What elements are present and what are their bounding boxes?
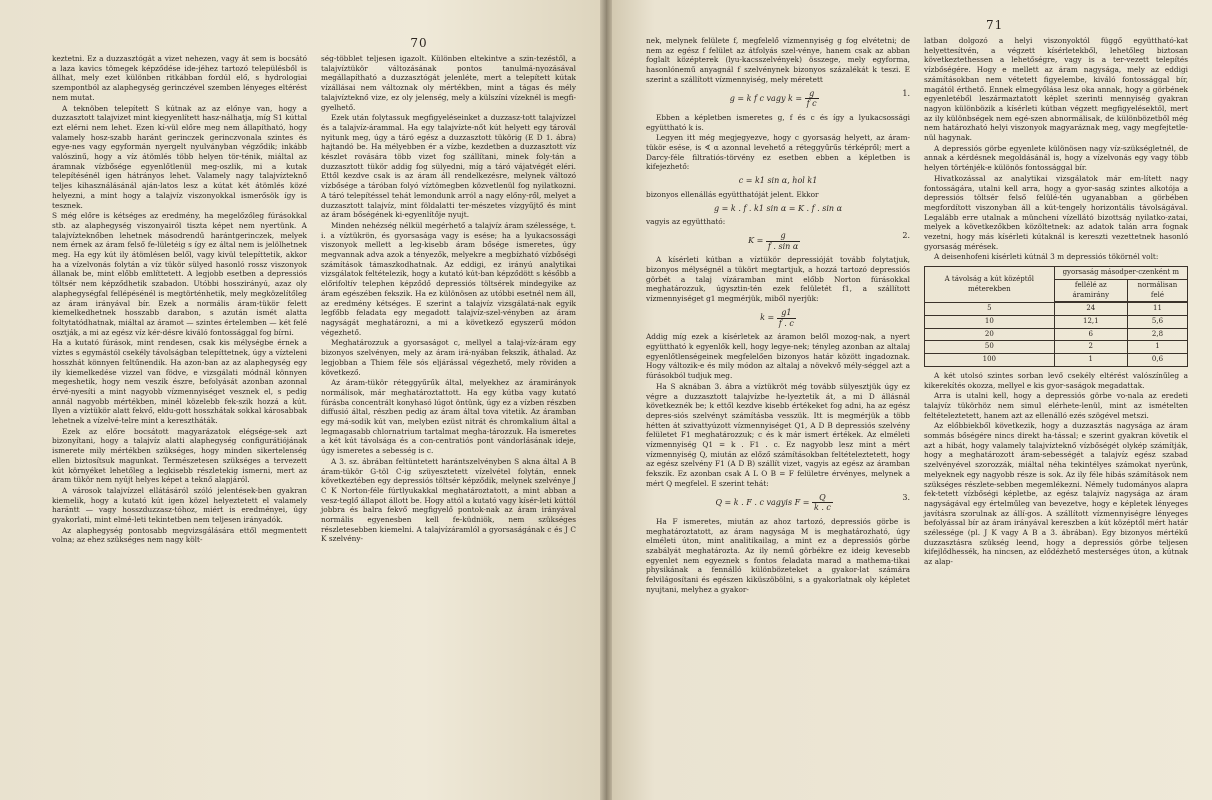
- fraction: [777, 308, 796, 328]
- table-cell: 5,6: [1127, 315, 1187, 328]
- paragraph: latban dolgozó a helyi viszonyoktól függő együttható-kat helyettesítvén, a végzett kísérletekből, lehetőleg biztosan következtethessen a lehetőségre, vagy is a ter-vezett telepítés vízbőségére. Hogy e mellett az áram nagysága, mely az eddigi számításokban nem vétetett figyelembe, kiváló fontossággal bír, magától érthető. Ennek elmegyőlása lesz oka annak, hogy a görbének egyenletéből leszármaztatott képlet szerinti mennyiség gyakran nagyon különbözik a kísérleti kútban végzett megfigyelésektől, mert az ily különbségek nem egé-szen abnormálisak, de különbözetből még nem határozható helyi viszonyok magyaráznak meg, vagy megfejtetle-nül hagynak.: [924, 36, 1188, 143]
- paragraph: A 3. sz. ábrában feltüntetett harántszelvényben S akna által A B áram-tükör G-töl C-ig szüyesztetett vízelvétel folytán, ennek következtében egy depressiós töltsér képződik, melynek szelvénye J C K Norton-féle fúrtlyukakkal meghatároztatott, a mint abban a vesz-teglő állapot állott be. Hogy attól a kutató vagy kísér-leti kúttól jobbra és balra fekvő megfigyelő pontok-nak az áram irányával normális egyenesben kell fe-küdniök, nem szükséges részletesebben kiemelni. A talajvízáramlól a gyorsaságának c és J C K szelvény-: [321, 456, 576, 544]
- table-cell: 20: [925, 328, 1055, 341]
- table-cell: 1: [1054, 354, 1127, 367]
- table-header-distance: A távolság a kút középtől méterekben: [925, 267, 1055, 303]
- paragraph: Az alaphegység pontosabb megvizsgálására ettől megmentett volna; az ehez szükséges nem nagy költ-: [52, 525, 307, 545]
- paragraph: Az előbbiekből következik, hogy a duzzasztás nagysága az áram sommás bőségére nincs direkt ha-tással; e szerint gyakran követik el azt a hibát, hogy valamely talajvízteknő vízbőségét olykép számítják, hogy a meghatározott áram-sebességét a talajvíz egész szabad szelvényével szorozzák, miáltal néha tekintélyes számokat nyerünk, melyeknek egy nagyobb része is sok. Az ily féle hibás számítások nem szükséges részlete-sebben megemlékezni. Némely tudományos alapra fek-tetett vízbőségi képletbe, az egész talajvíz nagysága az áram nagyságával egy értelműleg van bevezetve, hogy e képletek lényeges javításra szorulnak az állí-gos. A szállított vízmennyiségre lényeges befolyással bír az áram irányával kereszben a kút középtől mért határ szélessége (pl. J K vagy A B a 3. ábrában). Egy bizonyos mértékű duzzasztásra szükség leend, hogy a depressiós görbe teljesen kifejlődhessék, ha nincsen, az elődézhető mesterséges úton, a kútnak az alap-: [924, 421, 1188, 567]
- table-header-col-1: fellélé az áramirány: [1054, 279, 1127, 301]
- table-cell: 2,8: [1127, 328, 1187, 341]
- numerator: g1: [777, 308, 796, 319]
- equation-number: 2.: [902, 230, 910, 240]
- paragraph: Ha F ismeretes, miután az ahoz tartozó, depressiós görbe is meghatároztatott, az áram nagysága M is meghatározható, úgy elméleti úton, mint analitikailag, a mint ez a depressiós görbe szabályát meghatározta. Az ily nemű görbékre ez ideig kevesebb egyenlet nem egyeznek s fontos feladata marad a mathema-tikai physikának a fennálló különbözeteket a gyakor-lat számára felvilágosítani és egészen kiküszöbölni, s a gyakorlatnak oly képletet nyujtani, melyhez a gyakor-: [646, 516, 910, 594]
- paragraph: A kísérleti kútban a víztükör depressióját tovább folytatjuk, bizonyos mélységnél a tükört megtartjuk, a hozzá tartozó depressiós görbét a talaj vízáramban mint előbb Norton fúrásokkal meghatározzuk, úgysztin-tén ezek felületét f1, a szállított vízmennyiséget g1 megmérjük, miből nyerjük:: [646, 255, 910, 304]
- paragraph: Arra is utalni kell, hogy a depressiós görbe vo-nala az eredeti talajvíz tükörhöz nem simul elérhete-lenül, mint az ismételten feltételeztetett, hanem azt az ellenálló ezés szögével metszi.: [924, 391, 1188, 420]
- table-row: [925, 354, 1188, 367]
- paragraph: Ebben a képletben ismeretes g, f és c és így a lyukacsossági együttható k is.: [646, 112, 910, 132]
- paragraph: bizonyos ellenállás együtthatóját jelent. Ekkor: [646, 189, 819, 199]
- text-columns: [646, 36, 1188, 596]
- paragraph: Minden nehézség nélkül megérhető a talajvíz áram szélessége, t. i. a víztükrön, és gyorsasága vagy is esése; ha a lyukacsossági viszonyok mellett a leg-kisebb áram bősége ismeretes, úgy megvannak adva azok a tényezők, melyekre a megbízható vízbőségi számítások támaszkodhatnak. Az eddigi, ez irányú analytikai vizsgálatok feltételezik, hogy a kutató kút-ban képződött s később a előrifoltív telephen képződő depressiós töltsérek mindegyike az áram egészében fekszik. Ha ez különösen az utóbbi esetnél nem áll, az eredmény kétséges. E szerint a talajvíz vizsgálatá-nak egyik legfőbb feladata egy megadott talajvíz-szel-vényben az áram nagyságát meghatározni, a mi a következő egyszerű módon végezhető.: [321, 220, 576, 337]
- column-1: [52, 54, 307, 546]
- paragraph: Ha a kutató fúrások, mint rendesen, csak kis mélységbe érnek a víztes s egymástól csekély távolságban telepíttetnek, úgy a vízteleni hosszhát könnyen feltűnendik. Ha azon-ban az az alaphegység egy ily kiemelkedése vizzel van födve, e vizsgálati módnál könnyen megeshetik, hogy nem veszik észre, befolyását azonban azonnal érvé-nyesíti a mint nagyobb vízmennyiséget vesznek el, s pedig annál nagyobb mértékben, minél közelebb fek-szik hozzá a kút. Ilyen a víztükör alatt fekvő, eldu-gott hosszhátak sokkal károsabbak lehetnek a vízelvé-telre mint a keresztháták.: [52, 338, 307, 426]
- paragraph: Ezek után folytassuk megfigyeléseinket a duzzasz-tott talajvízzel és a talajvíz-árammal. Ha egy talajvízte-nőt kút helyett egy tárovál nyitunk meg, úgy a táró egész a duzzasztott tükörig (E D 1. ábra) hajtandó be. Ha mélyebben ér a vízbe, kezdetben a duzzasztott víz készlet rovására több vizet fog szállítani, minek foly-tán a duzzasztott tükör addig fog sülyedni, míg a táró vájatvégét eléri. Ettől kezdve csak is az áram áll rendelkezésre, melynek változó vízbősége a táróban folyó víztömegben közvetlenül fog nyilatkozni. A táró telepítéssel tehát lemondunk arról a nagy előny-ről, melyet a duzzasztott talajvíz, mint földalatti ter-mészetes vízgyűjtő és mint az áram bőségének ki-egyenlítője nyujt.: [321, 113, 576, 220]
- paragraph: A két utolsó szintes sorban levő csekély eltérést valószínűleg a kikerekítés okozza, mellyel e kis gyor-saságok megadattak.: [924, 370, 1188, 390]
- paragraph: ség-többlet teljesen igazolt. Különben eltekintve a szin-tezéstől, a talajvíztükör változásának pontos tanulmá-nyozásával megállapítható a duzzasztógát jelenléte, mert a telepített kútak vízállásai nem változnak oly mértékben, mint a tágas és mély talajvízteknő vize, ez oly jelenség, mely a külszíni vízeknél is megfi-gyelhető.: [321, 54, 576, 112]
- column-1: [646, 36, 910, 596]
- page-number: 70: [410, 36, 428, 50]
- book-gutter: [600, 0, 612, 800]
- paragraph: Ha S aknában 3. ábra a víztükröt még tovább sülyesztjük úgy ez végre a duzzasztott talajvízbe he-lyeztetik át, a mi D állásnál következnék be; k ettől kezdve kisebb értékeket fog adni, ha az egész depres-siós szelvényt számításba vesszük. Itt is megmérjük a több hétten át szivattyúzott vízmennyiséget Q1, A D B depressiós szelvény felületet F1 meghatározzuk; c és k már ismert értékek. Az elméleti vízmennyiség Q1 = k . F1 . c. Ez nagyobb lesz mint a mért vízmennyiség Q, miután az előző számításokban feltételeztetett, hogy az egész szelvény F1 (A D B) szállít vizet, vagyis az egész az áramban fekszik. Ez azonban csak A L O B = F felületre érvényes, melynek a mért Q megfelel. E szerint tehát:: [646, 381, 910, 488]
- text-columns: [52, 54, 576, 546]
- table-row: [925, 315, 1188, 328]
- paragraph: vagyis az együttható:: [646, 217, 726, 227]
- paragraph: Hivatkozással az analytikai vizsgálatok már em-lített nagy fontosságára, utalni kell arra, hogy a gyor-saság szintes alkotója a depressiós töltsér felső felülé-tén ugyanabban a görbében megfordított viszonyban áll a kút-tengely horizontális távolságával. Legalább erre utalnak a müncheni vízellátó bizottság nyilatko-zatai, melyek a következőkben közöltetnek: az adatok talán arra fognak vezetni, hogy más kísérleti kútaknál is kereszti vezettetnek hasonló gyorsaság mérések.: [924, 173, 1188, 251]
- equation-lhs: K =: [748, 236, 764, 246]
- equation-number: 1.: [902, 88, 910, 98]
- table-cell: 12,1: [1054, 315, 1127, 328]
- paragraph: Az áram-tükör réteggyűrűk által, melyekhez az áramirányok normálisok, már meghatároztattott. Ha egy kútba vagy kutató fúrásba concentrált konyhasó lúgot öntünk, úgy ez a vízben részben diffusió által, részben pedig az áram által tova vitetik. Az áramban egy má-sodik kút van, melyben ezüst nitrát és chromkalium által a legmagasabb chlornatrium tartalmat megha-tározzuk. Ha ismeretes a két kút távolsága és a con-centratiós pont vándorlásának ideje, úgy ismeretes a sebesség is c.: [321, 378, 576, 456]
- equation-number: 3.: [902, 492, 910, 502]
- paragraph: Ezek az előre bocsátott magyarázatok elégsége-sek azt bizonyítani, hogy a talajvíz alatti alaphegység configurátiójának ismerete mily mértékben szükséges, hogy minden sikertelenség ellen biztosítsuk magunkat. Természetesen szükséges a tervezett kút környéket lehetőleg a legkisebb részletekig ismerni, mert az áram tükör nem nyújt helyes képet a teknő alapjáról.: [52, 426, 307, 485]
- paragraph: nek, melynek felülete f, megfelelő vízmennyiség g fog elvétetni; de nem az egész f felület az átfolyás szel-vénye, hanem csak az abban foglalt középterek (lyu-kacsszelvények) összege, mely egyforma, hasonlónemű anyagnál f szelvénynek bizonyos százalékát k teszi. E szerint a szállított vízmennyiség, mely méretett: [646, 36, 910, 84]
- equation-lhs: Q = k . F . c vagyis F =: [715, 497, 810, 507]
- column-2: [924, 36, 1188, 596]
- table-cell: 6: [1054, 328, 1127, 341]
- right-page: [606, 0, 1212, 800]
- table-header-velocity: gyorsaság másodper-czenként m: [1054, 267, 1187, 280]
- paragraph: keztetni. Ez a duzzasztógát a vizet nehezen, vagy át sem is bocsátó a laza kavics tömegek képződése ide-jéhez tartozó településből is állhat, mely ezet különben ritkábban fordúl elő, s hydrologiai szempontból az alaphegység gerinczével szemben lényeges eltérést nem mutat.: [52, 54, 307, 102]
- paragraph: Legyen itt még megjegyezve, hogy c gyorsaság helyett, az áram-tükör esése, is ∢ α azonnal levehető a réteggyűrűs térképről; mert a Darcy-féle filtratiós-törvény ez esetben ebben a képletben is kifejezhető:: [646, 133, 910, 172]
- denominator: k . c: [813, 503, 831, 513]
- column-2: [321, 54, 576, 546]
- table-cell: 24: [1054, 303, 1127, 316]
- paragraph: A depressiós görbe egyenlete különösen nagy víz-szükségletnél, de annak a kérdésnek megoldásánál is, hogy a vízelvonás egy vagy több helyen történjék-e különös fontossággal bír.: [924, 143, 1188, 173]
- fraction: [805, 89, 819, 109]
- denominator: f . c: [778, 318, 794, 328]
- page-number: 71: [986, 18, 1004, 32]
- table-row: [925, 303, 1188, 316]
- paragraph: A deisenhofeni kísérleti kútnál 3 m depressiós tökörnél volt:: [934, 252, 1159, 262]
- table-header-row: [925, 267, 1188, 280]
- equation-1: [646, 89, 910, 109]
- table-cell: 100: [925, 354, 1055, 367]
- table-cell: 2: [1054, 341, 1127, 354]
- numerator: Q: [812, 493, 833, 504]
- table-row: [925, 328, 1188, 341]
- paragraph: A városok talajvízzel ellátásáról szóló jelentések-ben gyakran kiemelik, hogy a kutató kút igen közel helyeztetett el valamely harántt — vagy hosszduzzasz-tóhoz, miért is eredményei, úgy gyakorlati, mint elmé-leti tekintetben nem teljesen irányadók.: [52, 485, 307, 525]
- paragraph: Addig míg ezek a kísérletek az áramon belől mozog-nak, a nyert együttható k egyenlők kell, hogy legye-nek; tényleg azonban az altalaj egyenlőtlenségeinek megfelelően bizonyos határ között ingadoznak. Hogy változik-e és mily módon az altalaj a növekvő mély-séggel azt a fúrásokból tudjuk meg.: [646, 332, 910, 381]
- table-header-col-2: normálisan felé: [1127, 279, 1187, 301]
- table-cell: 10: [925, 315, 1055, 328]
- table-cell: 5: [925, 303, 1055, 316]
- numerator: g: [766, 231, 800, 242]
- table-cell: 1: [1127, 341, 1187, 354]
- equation-2: [646, 231, 910, 251]
- table-cell: 11: [1127, 303, 1187, 316]
- equation-3: [646, 308, 910, 328]
- paragraph: Meghatározzuk a gyorsaságot c, mellyel a talaj-víz-áram egy bizonyos szelvényen, mely az áram irá-nyában fekszik, áthalad. Az legjobban a Thiem féle sós eljárással végezhető, mely röviden a következő.: [321, 338, 576, 377]
- fraction: [766, 231, 800, 251]
- equation-c: c = k1 sin α, hol k1: [738, 176, 818, 186]
- table-cell: 50: [925, 341, 1055, 354]
- velocity-table: [924, 266, 1188, 367]
- equation-lhs: g = k f c vagy k =: [729, 93, 803, 103]
- paragraph: A teknöben telepített S kútnak az az előnye van, hogy a duzzasztott talajvizet mint kiegyenlített hasz-nálhatja, míg S1 kúttal ezt elérni nem lehet. Ezen kí-vül előre meg nem állapítható, hogy valamely hosz-szabb haránt gerinczek gerinczvonala szintes és egye-nes vagy egyformán nyergelt nyulványban végződik; inkább valószinű, hogy a víz átömlés több helyen tör-ténik, miáltal az áramnak vízbősége egyenlőtlenül meg-oszlik, mi a kutak telepítésénél igen hátrányos lehet. Valamely nagy talajvízteknő teljes kihasználásánál aján-latos lesz a kútat két átömlés közé helyezni, a mint hogy a talajvíz viszonyokkal ismerősök így is tesznek.: [52, 103, 307, 210]
- numerator: g: [805, 89, 819, 100]
- denominator: f c: [806, 99, 817, 109]
- equation-lhs: k =: [760, 313, 775, 323]
- fraction: [812, 493, 833, 513]
- equation-4: [646, 493, 910, 513]
- equation-g: g = k . f . k1 sin α = K . f . sin α: [714, 203, 842, 213]
- denominator: f . sin α: [767, 241, 799, 251]
- paragraph: S még előre is kétséges az eredmény, ha megelőzőleg fúrásokkal stb. az alaphegység viszonyairól tiszta képet nem nyertünk. A talajvízteknőben lehetnek másodrendű harántgerinczek, melyek nem érnek az áram felső fe-lületéig s így ez által nem is jelölhetnek meg. Ha egy kút ily átömlésen belől, vagy kivül telepíttetik, akkor ha a vízelvonás folytán a víz tükör sülyed hasonló rossz viszonyok állanak be, mint előbb említtetett. A legjobb esetben a depressiós töltsér nem képződhetik szabadon. Utóbbi hosszirányú, azaz oly alaphegységfal fellépésénél is megtörténhetik, mely megközelítőleg az áram irányával bír. Ezek a normális áram-tükör felett kiemelkedhetnek hosszabb darabon, s azután ismét alatta foltytatódhatnak, miáltal az áramot — szintes értelemben — két felé osztják, a mi az egész víz kér-désre kiváló fontossággal fog bírni.: [52, 211, 307, 337]
- table-cell: 0,6: [1127, 354, 1187, 367]
- table-row: [925, 341, 1188, 354]
